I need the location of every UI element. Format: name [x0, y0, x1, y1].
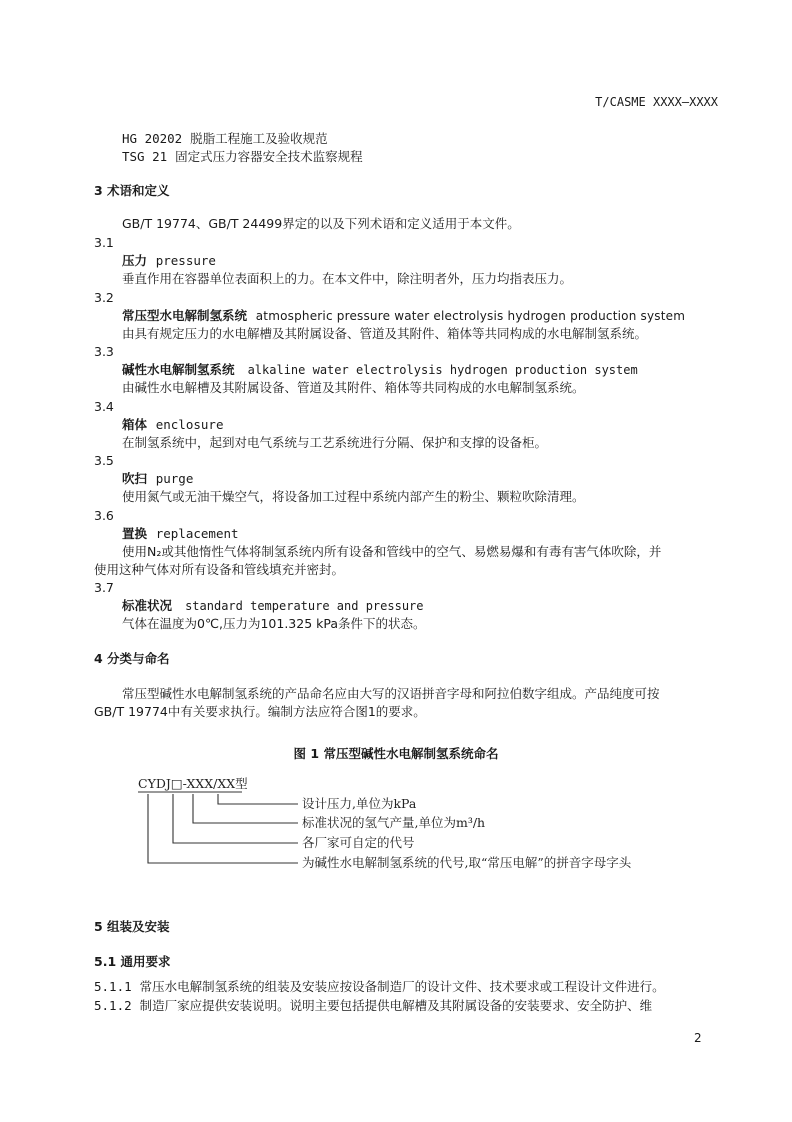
reference-line [122, 149, 363, 165]
diagram-label: 为碱性水电解制氢系统的代号,取“常压电解”的拼音字母字头 [302, 855, 632, 870]
bracket-line-1 [218, 794, 298, 804]
term-definition: 垂直作用在容器单位表面积上的力。在本文件中，除注明者外，压力均指表压力。 [122, 271, 573, 286]
model-designation: CYDJ□-XXX/XX型 [138, 776, 248, 791]
reference-code: TSG 21 [122, 149, 168, 164]
term-number: 3.2 [94, 290, 114, 305]
naming-diagram [130, 770, 730, 880]
term-en: enclosure [155, 417, 224, 432]
term-number: 3.4 [94, 399, 114, 414]
bracket-line-2 [193, 794, 298, 823]
diagram-label: 标准状况的氢气产量,单位为m³/h [302, 815, 486, 830]
term-number: 3.7 [94, 580, 114, 595]
term-definition: 由具有规定压力的水电解槽及其附属设备、管道及其附件、箱体等共同构成的水电解制氢系统。 [122, 326, 648, 341]
term-zh: 置换 [122, 526, 148, 541]
term-definition: 由碱性水电解槽及其附属设备、管道及其附件、箱体等共同构成的水电解制氢系统。 [122, 380, 585, 395]
paragraph-continued: GB/T 19774中有关要求执行。编制方法应符合图1的要求。 [94, 704, 426, 719]
term-definition: 使用氮气或无油干燥空气，将设备加工过程中系统内部产生的粉尘、颗粒吹除清理。 [122, 489, 585, 504]
section-intro: GB/T 19774、GB/T 24499界定的以及下列术语和定义适用于本文件。 [122, 216, 520, 231]
term-definition: 使用N₂或其他惰性气体将制氢系统内所有设备和管线中的空气、易燃易爆和有毒有害气体吹除，并 [122, 544, 662, 559]
term-zh: 标准状况 [122, 598, 173, 613]
reference-title: 脱脂工程施工及验收规范 [190, 131, 328, 146]
reference-line [122, 131, 328, 147]
section-heading: 4 分类与命名 [94, 651, 170, 666]
term-zh: 常压型水电解制氢系统 [122, 308, 248, 323]
term-en: pressure [155, 253, 216, 268]
clause-text: 常压水电解制氢系统的组装及安装应按设备制造厂的设计文件、技术要求或工程设计文件进行。 [139, 979, 665, 994]
document-code: T/CASME XXXX—XXXX [595, 95, 718, 109]
section-heading: 5 组装及安装 [94, 919, 170, 934]
term-name [122, 471, 193, 487]
term-number: 3.1 [94, 235, 114, 250]
term-en: atmospheric pressure water electrolysis hydrogen production system [255, 309, 686, 323]
section-heading: 3 术语和定义 [94, 183, 170, 198]
term-number: 3.5 [94, 453, 114, 468]
reference-code: HG 20202 [122, 131, 183, 146]
term-en: standard temperature and pressure [185, 599, 424, 613]
term-en: alkaline water electrolysis hydrogen production system [247, 363, 638, 377]
clause-number: 5.1.1 [94, 979, 132, 994]
reference-title: 固定式压力容器安全技术监察规程 [175, 149, 363, 164]
diagram-label: 设计压力,单位为kPa [302, 796, 417, 811]
term-definition: 在制氢系统中，起到对电气系统与工艺系统进行分隔、保护和支撑的设备柜。 [122, 435, 548, 450]
term-zh: 碱性水电解制氢系统 [122, 362, 235, 377]
term-definition-continued: 使用这种气体对所有设备和管线填充并密封。 [94, 562, 345, 577]
term-name [122, 362, 638, 378]
term-zh: 吹扫 [122, 471, 148, 486]
figure-title: 图 1 常压型碱性水电解制氢系统命名 [293, 746, 499, 761]
term-en: replacement [155, 526, 239, 541]
term-name [122, 598, 424, 614]
diagram-label: 各厂家可自定的代号 [302, 835, 415, 850]
paragraph: 常压型碱性水电解制氢系统的产品命名应由大写的汉语拼音字母和阿拉伯数字组成。产品纯度可按 [122, 686, 660, 701]
clause [94, 979, 665, 995]
term-name [122, 308, 685, 324]
term-zh: 压力 [122, 253, 148, 268]
term-number: 3.6 [94, 508, 114, 523]
term-name [122, 417, 223, 433]
bracket-line-3 [173, 794, 298, 843]
term-name [122, 253, 216, 269]
clause-text: 制造厂家应提供安装说明。说明主要包括提供电解槽及其附属设备的安装要求、安全防护、维 [139, 998, 653, 1013]
term-zh: 箱体 [122, 417, 148, 432]
term-name [122, 526, 239, 542]
subsection-heading: 5.1 通用要求 [94, 954, 171, 969]
term-number: 3.3 [94, 344, 114, 359]
term-definition: 气体在温度为0℃,压力为101.325 kPa条件下的状态。 [122, 616, 426, 631]
term-en: purge [155, 471, 194, 486]
bracket-lines [148, 794, 298, 863]
page-number: 2 [694, 1031, 702, 1045]
clause-number: 5.1.2 [94, 998, 132, 1013]
clause [94, 998, 652, 1014]
